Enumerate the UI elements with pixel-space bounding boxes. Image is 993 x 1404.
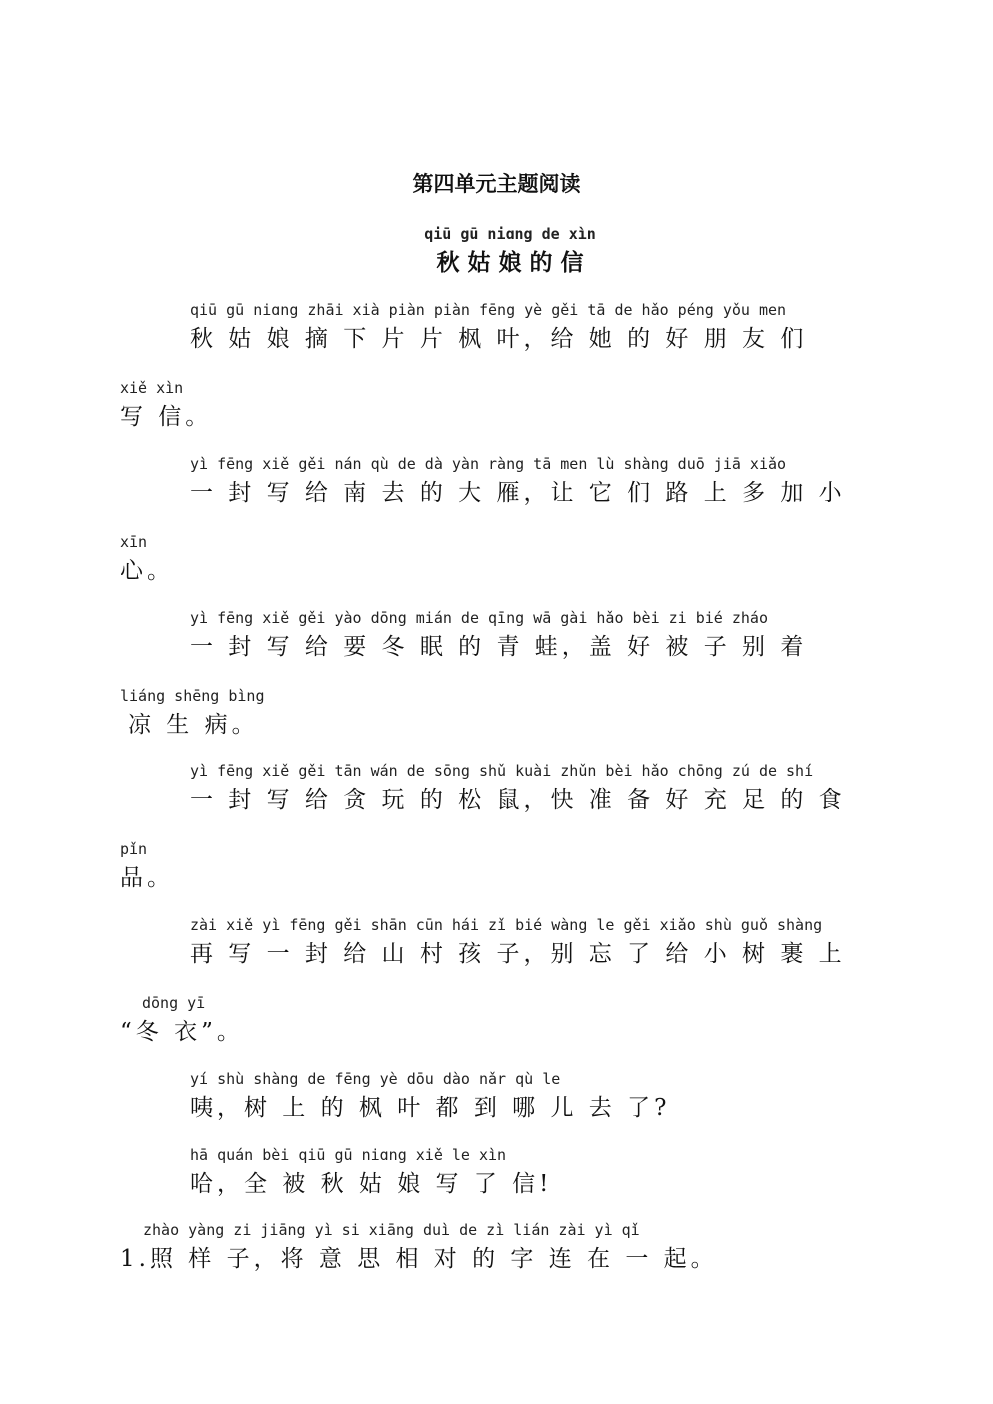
paragraph-1-line-1-pinyin: qiū gū niɑng zhāi xià piàn piàn fēng yè gěi tā de hǎo péng yǒu men <box>190 301 787 319</box>
paragraph-2-line-2-pinyin: xīn <box>120 533 148 551</box>
couplet-1-pinyin: yí shù shàng de fēng yè dōu dào nǎr qù le <box>190 1070 561 1088</box>
paragraph-4-line-1-text: 一 封 写 给 贪 玩 的 松 鼠，快 准 备 好 充 足 的 食 <box>190 787 846 813</box>
page-title: 第四单元主题阅读 <box>412 171 581 196</box>
poem-title-pinyin: qiū gū niɑng de xìn <box>424 225 596 243</box>
couplet-2-text: 哈，全 被 秋 姑 娘 写 了 信! <box>190 1171 553 1197</box>
paragraph-4-line-1-pinyin: yì fēng xiě gěi tān wán de sōng shǔ kuài zhǔn bèi hǎo chōng zú de shí <box>190 762 814 780</box>
paragraph-1-line-2-text: 写 信。 <box>120 404 213 430</box>
paragraph-1-line-1-text: 秋 姑 娘 摘 下 片 片 枫 叶，给 她 的 好 朋 友 们 <box>190 326 808 352</box>
paragraph-4-line-2-text: 品。 <box>120 865 174 891</box>
paragraph-3-line-1-pinyin: yì fēng xiě gěi yào dōng mián de qīng wā gài hǎo bèi zi bié zháo <box>190 609 768 627</box>
paragraph-5-line-2-pinyin: dōng yī <box>142 994 206 1012</box>
paragraph-1-line-2-pinyin: xiě xìn <box>120 379 184 397</box>
paragraph-3-line-2-text: 凉 生 病。 <box>128 712 259 738</box>
question-1-pinyin: zhào yàng zi jiāng yì si xiāng duì de zì lián zài yì qǐ <box>143 1221 640 1239</box>
paragraph-2-line-1-text: 一 封 写 给 南 去 的 大 雁，让 它 们 路 上 多 加 小 <box>190 480 846 506</box>
paragraph-2-line-1-pinyin: yì fēng xiě gěi nán qù de dà yàn ràng tā men lù shàng duō jiā xiǎo <box>190 455 787 473</box>
paragraph-5-line-1-pinyin: zài xiě yì fēng gěi shān cūn hái zǐ bié wàng le gěi xiǎo shù guǒ shàng <box>190 916 823 934</box>
poem-title: 秋 姑 娘 的 信 <box>436 249 584 276</box>
paragraph-2-line-2-text: 心。 <box>120 558 174 584</box>
paragraph-5-line-1-text: 再 写 一 封 给 山 村 孩 子，别 忘 了 给 小 树 裹 上 <box>190 941 846 967</box>
couplet-2-pinyin: hā quán bèi qiū gū niɑng xiě le xìn <box>190 1146 507 1164</box>
paragraph-3-line-2-pinyin: liáng shēng bìng <box>120 687 265 705</box>
paragraph-3-line-1-text: 一 封 写 给 要 冬 眠 的 青 蛙，盖 好 被 子 别 着 <box>190 634 808 660</box>
paragraph-5-line-2-text: “冬 衣”。 <box>120 1019 244 1045</box>
couplet-1-text: 咦，树 上 的 枫 叶 都 到 哪 儿 去 了? <box>190 1095 671 1121</box>
question-1-text: 1.照 样 子，将 意 思 相 对 的 字 连 在 一 起。 <box>120 1246 718 1272</box>
paragraph-4-line-2-pinyin: pǐn <box>120 840 148 858</box>
